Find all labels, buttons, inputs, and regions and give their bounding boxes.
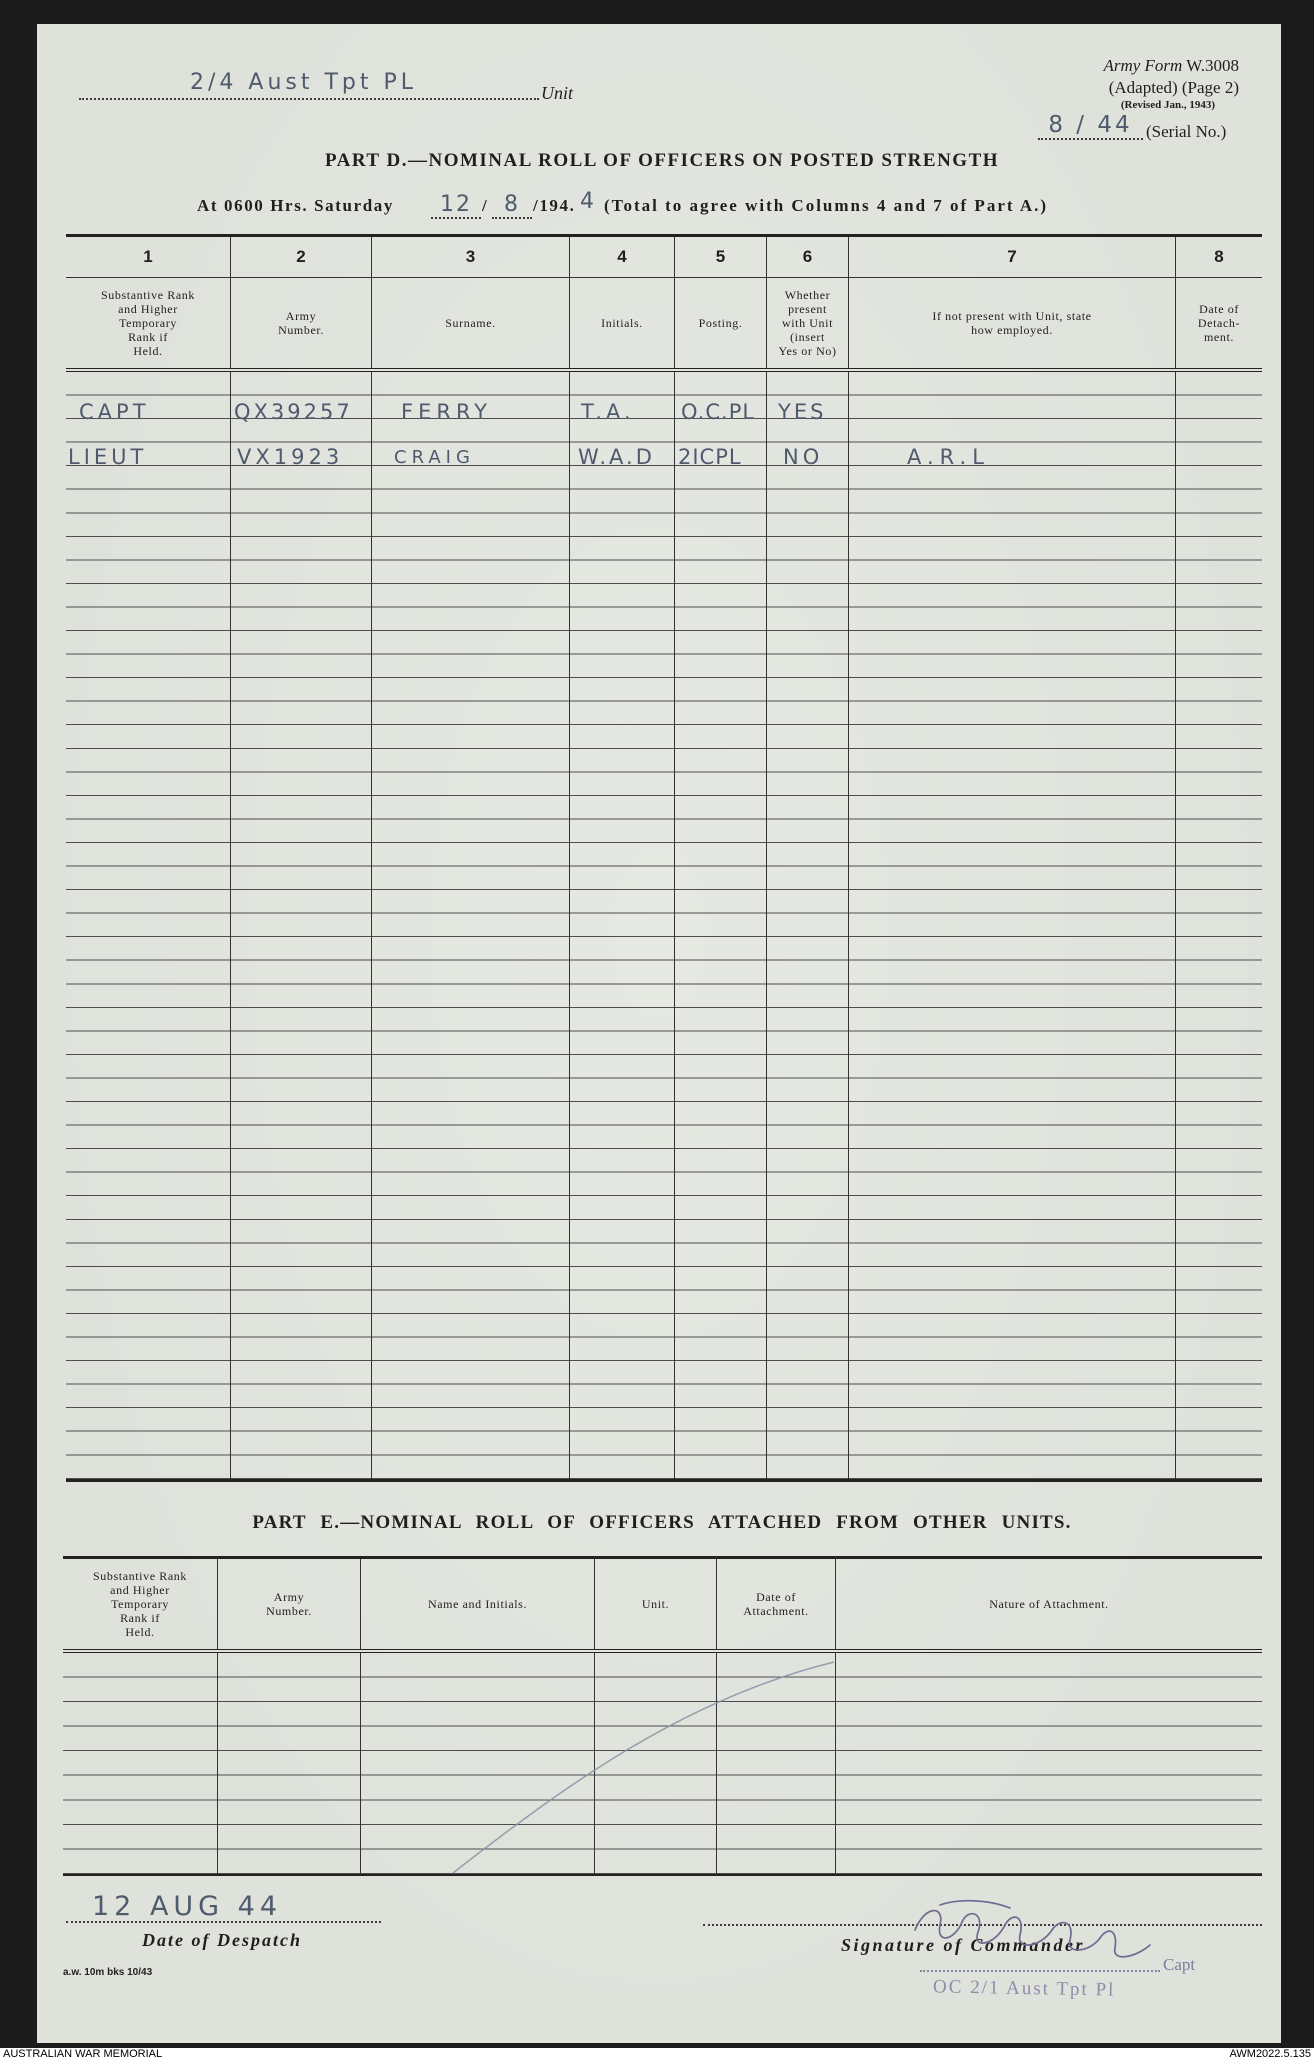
stamp-dotted-line (920, 1958, 1160, 1972)
initials-entry: T.A. (581, 400, 635, 424)
form-identifier (1103, 56, 1239, 76)
serial-label: (Serial No.) (1146, 122, 1227, 141)
posting-entry: O.C.PL (681, 400, 756, 424)
serial-handwritten-value: 8 / 44 (1048, 112, 1133, 138)
form-number: W.3008 (1186, 56, 1239, 75)
column-number: 2 (231, 237, 372, 277)
column-header-unit: Unit. (595, 1559, 717, 1649)
present-entry: YES (778, 400, 827, 424)
column-number: 5 (675, 237, 767, 277)
posting-entry: 2ICPL (678, 445, 742, 469)
part-e-table (63, 1556, 1262, 1876)
part-d-table-body (66, 372, 1262, 1479)
column-header-rank: Substantive Rank and Higher Temporary Rank if Held. (63, 1559, 218, 1649)
column-divider (836, 1653, 1262, 1874)
detachment-date-entry (1176, 435, 1262, 480)
part-d-title: PART D.—NOMINAL ROLL OF OFFICERS ON POSTED STRENGTH (324, 150, 1000, 171)
part-d-table (66, 234, 1262, 1482)
despatch-date-handwritten: 12 AUG 44 (92, 1891, 283, 1922)
detachment-date-entry (1176, 390, 1262, 435)
column-header-row (66, 278, 1262, 372)
column-header-posting: Posting. (675, 278, 767, 368)
column-header-attachment-date: Date of Attachment. (717, 1559, 836, 1649)
column-number: 3 (372, 237, 570, 277)
army-number-entry: VX1923 (237, 445, 344, 469)
column-header-rank: Substantive Rank and Higher Temporary Rank if Held. (66, 278, 231, 368)
stamp-rank: Capt (1163, 1955, 1196, 1974)
form-name: Army Form (1103, 56, 1183, 75)
date-month-value: 8 (504, 192, 520, 217)
date-line-suffix: (Total to agree with Columns 4 and 7 of Part A.) (604, 196, 1049, 215)
column-header-row (63, 1559, 1262, 1653)
column-number: 7 (849, 237, 1176, 277)
initials-entry: W.A.D (578, 445, 655, 469)
column-header-initials: Initials. (570, 278, 675, 368)
column-number: 8 (1214, 247, 1224, 266)
rank-entry: CAPT (79, 400, 150, 424)
column-divider (675, 372, 767, 1479)
column-divider (63, 1653, 218, 1874)
column-divider (717, 1653, 836, 1874)
archive-institution: AUSTRALIAN WAR MEMORIAL (3, 2048, 163, 2060)
column-number: 4 (570, 237, 675, 277)
column-header-present: Whether present with Unit (insert Yes or No) (767, 278, 849, 368)
part-e-title: PART E.—NOMINAL ROLL OF OFFICERS ATTACHED FROM OTHER UNITS. (252, 1512, 1072, 1533)
stamp-unit: OC 2/1 Aust Tpt Pl (932, 1976, 1116, 2001)
column-divider (849, 372, 1176, 1479)
column-divider (66, 372, 231, 1479)
column-dividers (63, 1653, 1262, 1874)
signature-label: Signature of Commander (841, 1935, 1086, 1955)
signature-field (703, 1900, 1262, 1926)
present-entry: NO (783, 445, 824, 469)
officer-row (66, 435, 1262, 480)
date-separator: / (482, 196, 489, 215)
column-divider (570, 372, 675, 1479)
despatch-date-label: Date of Despatch (142, 1930, 302, 1950)
date-year-handwritten: 4 (580, 189, 596, 214)
surname-entry: CRAIG (394, 447, 475, 468)
surname-entry: FERRY (401, 400, 493, 424)
unit-label: Unit (541, 83, 574, 103)
column-header-name-initials: Name and Initials. (361, 1559, 595, 1649)
despatch-date-field (66, 1891, 381, 1923)
employment-entry (849, 390, 1176, 435)
column-dividers (66, 372, 1262, 1479)
column-divider (372, 372, 570, 1479)
print-code: a.w. 10m bks 10/43 (63, 1967, 153, 1978)
column-number-row (66, 237, 1262, 278)
date-day-field (431, 192, 481, 219)
date-year-printed: /194. (533, 196, 576, 215)
part-e-table-body (63, 1653, 1262, 1874)
unit-handwritten-value: 2/4 Aust Tpt PL (190, 70, 418, 95)
unit-field (79, 72, 539, 100)
column-header-attachment-nature: Nature of Attachment. (989, 1597, 1109, 1611)
column-divider (218, 1653, 361, 1874)
army-number-entry: QX39257 (234, 400, 353, 424)
rank-entry: LIEUT (68, 445, 148, 469)
column-divider (767, 372, 849, 1479)
serial-field (1038, 112, 1143, 140)
column-divider (231, 372, 372, 1479)
column-divider (595, 1653, 717, 1874)
column-header-army-number: Army Number. (231, 278, 372, 368)
column-header-surname: Surname. (372, 278, 570, 368)
archive-accession: AWM2022.5.135 (1229, 2048, 1311, 2060)
date-day-value: 12 (440, 192, 472, 217)
column-number: 6 (767, 237, 849, 277)
column-header-detachment-date: Date of Detach- ment. (1197, 302, 1241, 344)
column-divider (361, 1653, 595, 1874)
form-revised-date: (Revised Jan., 1943) (1120, 99, 1215, 111)
column-divider (1176, 372, 1262, 1479)
date-line-prefix: At 0600 Hrs. Saturday (197, 196, 394, 215)
date-month-field (492, 192, 532, 219)
column-number: 1 (66, 237, 231, 277)
employment-entry: A.R.L (907, 445, 990, 469)
officer-row (66, 390, 1262, 435)
column-header-army-number: Army Number. (218, 1559, 361, 1649)
form-adapted-page: (Adapted) (Page 2) (1108, 78, 1239, 97)
archive-footer (0, 2048, 1314, 2061)
column-header-employment: If not present with Unit, state how employed. (849, 278, 1176, 368)
